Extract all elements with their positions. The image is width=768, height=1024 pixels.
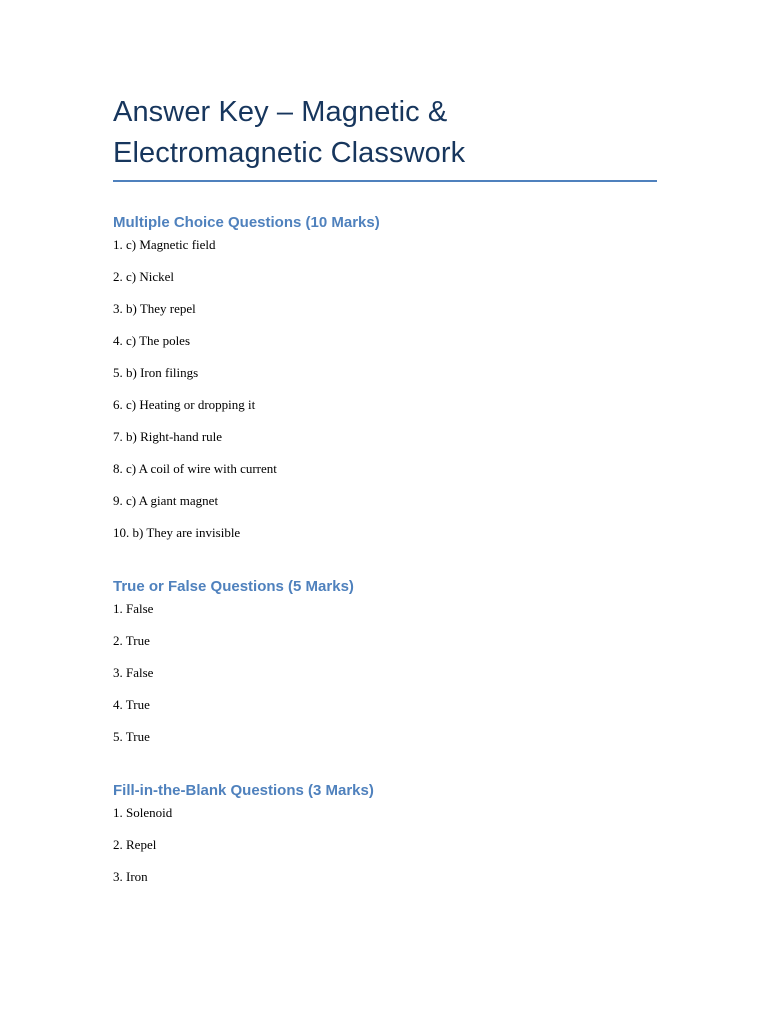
section-heading: True or False Questions (5 Marks) bbox=[113, 578, 354, 595]
section-heading: Multiple Choice Questions (10 Marks) bbox=[113, 214, 380, 231]
answer-list bbox=[113, 237, 673, 557]
answer-item: 2. c) Nickel bbox=[113, 269, 175, 284]
answer-list bbox=[113, 805, 673, 901]
section-true-false bbox=[113, 577, 673, 761]
answer-item: 8. c) A coil of wire with current bbox=[113, 461, 277, 476]
answer-item: 2. True bbox=[113, 633, 150, 648]
section-heading: Fill-in-the-Blank Questions (3 Marks) bbox=[113, 782, 374, 799]
answer-item: 9. c) A giant magnet bbox=[113, 493, 219, 508]
title-line-1: Answer Key – Magnetic & bbox=[113, 96, 448, 128]
answer-item: 10. b) They are invisible bbox=[113, 525, 241, 540]
answer-list bbox=[113, 601, 673, 761]
answer-item: 4. c) The poles bbox=[113, 333, 191, 348]
answer-item: 5. True bbox=[113, 729, 150, 744]
answer-item: 3. False bbox=[113, 665, 154, 680]
answer-item: 3. b) They repel bbox=[113, 301, 196, 316]
section-multiple-choice bbox=[113, 213, 673, 557]
answer-item: 1. False bbox=[113, 601, 154, 616]
answer-item: 3. Iron bbox=[113, 869, 148, 884]
answer-item: 1. Solenoid bbox=[113, 805, 173, 820]
title-underline-rule bbox=[113, 180, 657, 182]
page-title bbox=[113, 92, 657, 174]
answer-item: 6. c) Heating or dropping it bbox=[113, 397, 256, 412]
title-line-2: Electromagnetic Classwork bbox=[113, 137, 466, 169]
section-fill-in-the-blank bbox=[113, 781, 673, 901]
answer-item: 1. c) Magnetic field bbox=[113, 237, 216, 252]
answer-item: 4. True bbox=[113, 697, 150, 712]
answer-item: 2. Repel bbox=[113, 837, 157, 852]
answer-item: 7. b) Right-hand rule bbox=[113, 429, 223, 444]
answer-item: 5. b) Iron filings bbox=[113, 365, 199, 380]
